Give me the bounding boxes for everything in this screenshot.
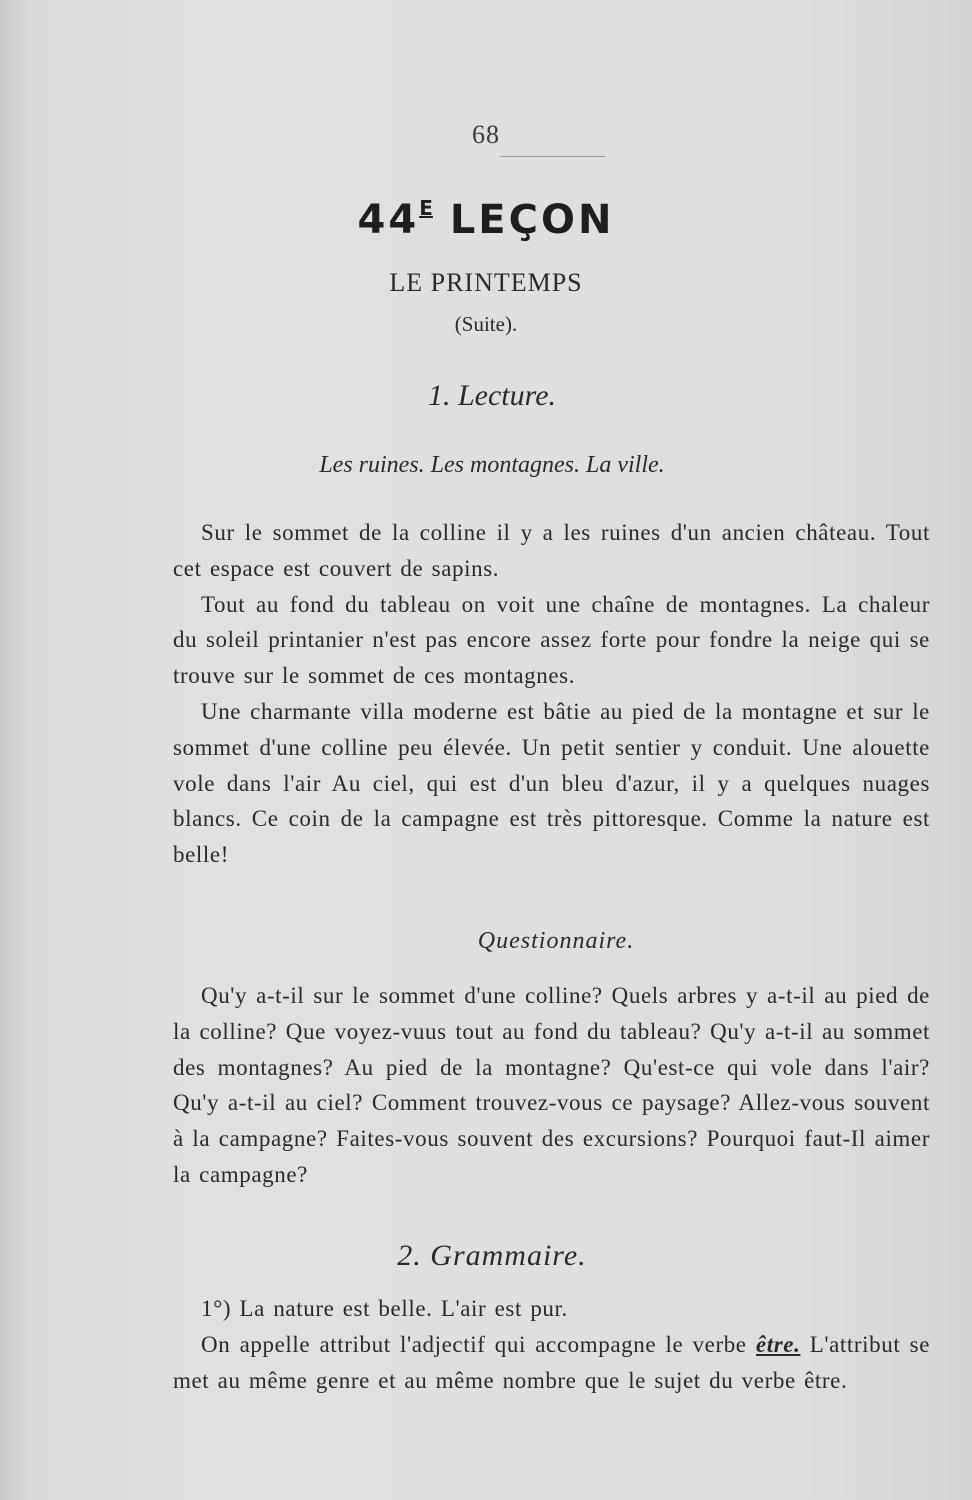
lesson-subtitle: (Suite). — [454, 312, 518, 336]
lesson-heading — [0, 196, 972, 243]
section-heading-grammaire: 2. Grammaire. — [397, 1239, 587, 1272]
questionnaire-paragraph: Qu'y a-t-il sur le sommet d'une colline? Quels arbres y a-t-il au pied de la colline? Que voyez-vuus tout au fond du tableau? Qu'y a-t-il au sommet des montagnes? Au pied de la montagne? Qu'est-ce qui vole dans l'air? Qu'y a-t-il au ciel? Comment trouvez-vous ce paysage? Allez-vous souvent à la campagne? Faites-vous souvent des excursions? Pourquoi faut-Il aimer la campagne? — [173, 983, 930, 1187]
reading-text — [173, 515, 930, 873]
lesson-number: 44 — [357, 197, 420, 243]
lesson-word: LEÇON — [449, 197, 615, 243]
grammar-example: 1°) La nature est belle. L'air est pur. — [201, 1296, 568, 1321]
grammar-rule-term: être. — [755, 1331, 801, 1357]
section-heading-lecture: 1. Lecture. — [427, 379, 557, 412]
lesson-title: LE PRINTEMPS — [389, 268, 583, 297]
grammar-rule-end: L'attribut se met au même genre et au même nombre que le sujet du verbe être. — [173, 1331, 930, 1393]
page-number-rule — [500, 156, 605, 157]
reading-paragraph: Sur le sommet de la colline il y a les ruines d'un ancien château. Tout cet espace est couvert de sapins. — [173, 520, 930, 581]
questionnaire-heading: Questionnaire. — [477, 928, 635, 954]
reading-paragraph: Une charmante villa moderne est bâtie au pied de la montagne et sur le sommet d'une colline peu élevée. Un petit sentier y conduit. Une alouette vole dans l'air Au ciel, qui est d'un bleu d'azur, il y a quelques nuages blancs. Ce coin de la campagne est très pittoresque. Comme la nature est belle! — [173, 698, 930, 868]
grammar-rule — [173, 1327, 930, 1399]
grammar-rule-start: On appelle attribut l'adjectif qui accompagne le verbe — [201, 1331, 747, 1357]
reading-subtitle: Les ruines. Les montagnes. La ville. — [319, 452, 665, 478]
page-number: 68 — [472, 120, 500, 149]
lesson-number-suffix: E — [419, 196, 433, 220]
questionnaire-text — [173, 978, 930, 1193]
reading-paragraph: Tout au fond du tableau on voit une chaîne de montagnes. La chaleur du soleil printanier n'est pas encore assez forte pour fondre la neige qui se trouve sur le sommet de ces montagnes. — [173, 591, 930, 689]
grammar-text — [173, 1291, 930, 1398]
